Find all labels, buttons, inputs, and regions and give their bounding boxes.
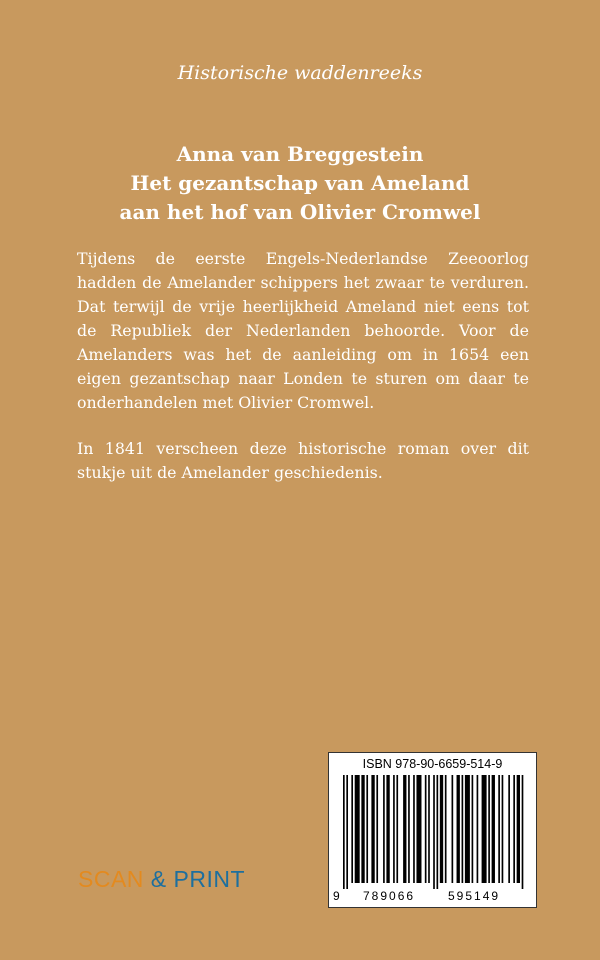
logo-print-text: PRINT bbox=[173, 866, 246, 892]
barcode-bar bbox=[361, 775, 364, 883]
barcode-bar bbox=[346, 775, 348, 889]
barcode-bar bbox=[433, 775, 435, 889]
barcode-bar bbox=[396, 775, 398, 883]
barcode-bar bbox=[383, 775, 385, 883]
barcode-bar bbox=[393, 775, 395, 883]
barcode-digits bbox=[329, 889, 536, 905]
barcode-bar bbox=[492, 775, 495, 883]
barcode-bar bbox=[425, 775, 427, 883]
barcode-bar bbox=[522, 775, 524, 889]
barcode-bar bbox=[343, 775, 345, 889]
barcode-bar bbox=[488, 775, 490, 883]
barcode-digits-left: 789066 bbox=[363, 889, 416, 903]
barcode-bar bbox=[517, 775, 520, 883]
isbn-barcode bbox=[328, 752, 537, 908]
barcode-bar bbox=[498, 775, 500, 883]
blurb-paragraph: In 1841 verscheen deze historische roman over dit stukje uit de Amelander geschiedenis. bbox=[77, 439, 529, 482]
barcode-bar bbox=[351, 775, 353, 883]
barcode-bar bbox=[465, 775, 470, 883]
barcode-bar bbox=[502, 775, 504, 883]
back-cover-blurb bbox=[77, 247, 529, 485]
logo-scan-text: SCAN bbox=[78, 866, 144, 892]
barcode-bar bbox=[355, 775, 360, 883]
barcode-bar bbox=[513, 775, 515, 883]
barcode-digits-right: 595149 bbox=[448, 889, 501, 903]
title-line-subtitle: aan het hof van Olivier Cromwel bbox=[119, 200, 481, 224]
barcode-bar bbox=[403, 775, 406, 883]
barcode-bar bbox=[408, 775, 410, 883]
title-line-author: Anna van Breggestein bbox=[176, 142, 424, 166]
barcode-bar bbox=[445, 775, 447, 883]
publisher-logo bbox=[78, 866, 245, 893]
barcode-bar bbox=[462, 775, 464, 883]
barcode-bar bbox=[437, 775, 439, 889]
barcode-bar bbox=[376, 775, 378, 883]
barcode-bar bbox=[416, 775, 421, 883]
logo-separator: & bbox=[143, 866, 174, 892]
barcode-bar bbox=[452, 775, 454, 883]
barcode-bar bbox=[457, 775, 460, 883]
series-title: Historische waddenreeks bbox=[177, 62, 423, 84]
barcode-bar bbox=[413, 775, 415, 883]
barcode-bar bbox=[371, 775, 374, 883]
barcode-bar bbox=[482, 775, 487, 883]
barcode-digit-first: 9 bbox=[333, 889, 340, 903]
blurb-paragraph: Tijdens de eerste Engels-Nederlandse Zeeoorlog hadden de Amelander schippers het zwaar te verduren. Dat terwijl de vrije heerlijkheid Ameland niet eens tot de Republiek der Nederlanden behoorde. Voor de Amelanders was het de aanleiding om in 1654 een eigen gezantschap naar Londen te sturen om daar te onderhandelen met Olivier Cromwel. bbox=[77, 249, 529, 412]
isbn-label: ISBN 978-90-6659-514-9 bbox=[362, 757, 503, 771]
barcode-bar bbox=[440, 775, 443, 883]
barcode-bar bbox=[428, 775, 430, 883]
barcode-bar bbox=[366, 775, 368, 883]
barcode-bar bbox=[508, 775, 510, 883]
barcode-bar bbox=[386, 775, 389, 883]
book-title bbox=[0, 140, 600, 227]
barcode-bars-icon bbox=[343, 775, 525, 889]
title-line-main: Het gezantschap van Ameland bbox=[130, 171, 470, 195]
barcode-bar bbox=[472, 775, 474, 883]
barcode-bar bbox=[477, 775, 479, 883]
